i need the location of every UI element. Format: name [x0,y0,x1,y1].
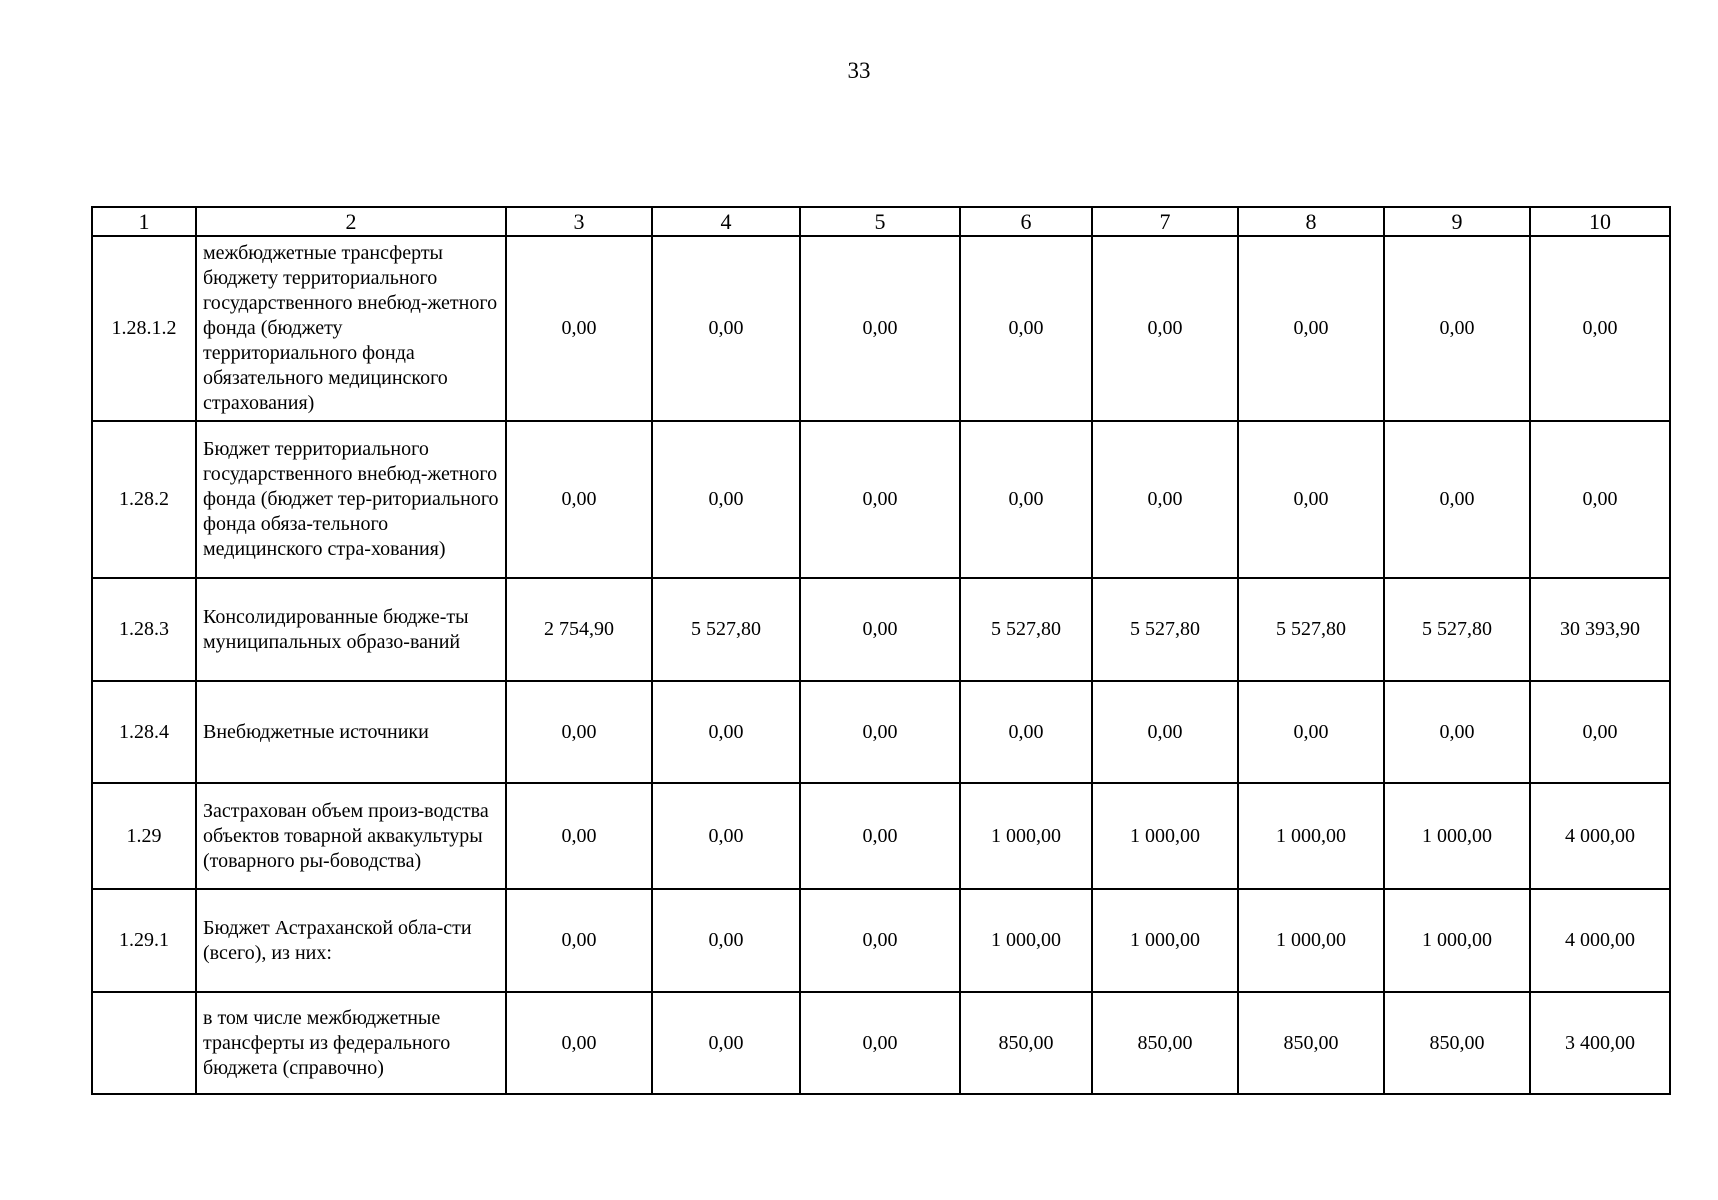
column-header: 1 [92,207,196,236]
table-row [92,421,1670,578]
cell-value: 0,00 [652,889,800,992]
row-code: 1.28.3 [92,578,196,681]
row-code: 1.28.2 [92,421,196,578]
cell-value: 850,00 [1384,992,1530,1094]
cell-value: 0,00 [1384,236,1530,421]
cell-value: 0,00 [1092,681,1238,783]
cell-value: 0,00 [960,236,1092,421]
cell-value: 0,00 [1530,236,1670,421]
cell-value: 30 393,90 [1530,578,1670,681]
table-row [92,578,1670,681]
cell-value: 5 527,80 [1238,578,1384,681]
cell-value: 0,00 [960,421,1092,578]
cell-value: 3 400,00 [1530,992,1670,1094]
cell-value: 1 000,00 [1238,783,1384,889]
cell-value: 0,00 [800,681,960,783]
cell-value: 0,00 [652,236,800,421]
cell-value: 0,00 [800,889,960,992]
cell-value: 5 527,80 [652,578,800,681]
row-code [92,992,196,1094]
cell-value: 0,00 [1530,681,1670,783]
column-header: 3 [506,207,652,236]
row-description: Бюджет территориального государственного внебюд-жетного фонда (бюджет тер-риториального фонда обяза-тельного медицинского стра-хования) [196,421,506,578]
cell-value: 0,00 [1092,236,1238,421]
cell-value: 0,00 [1384,421,1530,578]
cell-value: 0,00 [800,236,960,421]
cell-value: 0,00 [1238,236,1384,421]
row-description: межбюджетные трансферты бюджету территориального государственного внебюд-жетного фонда (бюджету территориального фонда обязательного медицинского страхования) [196,236,506,421]
cell-value: 5 527,80 [1092,578,1238,681]
cell-value: 0,00 [652,783,800,889]
cell-value: 2 754,90 [506,578,652,681]
cell-value: 0,00 [800,783,960,889]
cell-value: 0,00 [506,236,652,421]
column-header: 9 [1384,207,1530,236]
cell-value: 0,00 [506,681,652,783]
budget-table [91,206,1671,1095]
cell-value: 1 000,00 [1384,783,1530,889]
cell-value: 0,00 [652,421,800,578]
row-description: Бюджет Астраханской обла-сти (всего), из них: [196,889,506,992]
page-number: 33 [847,58,871,83]
column-header: 4 [652,207,800,236]
cell-value: 0,00 [652,681,800,783]
row-code: 1.28.1.2 [92,236,196,421]
cell-value: 4 000,00 [1530,783,1670,889]
cell-value: 1 000,00 [1238,889,1384,992]
row-code: 1.29 [92,783,196,889]
cell-value: 850,00 [1092,992,1238,1094]
table-header-row [92,207,1670,236]
cell-value: 850,00 [960,992,1092,1094]
cell-value: 0,00 [800,992,960,1094]
row-description: Застрахован объем произ-водства объектов товарной аквакультуры (товарного ры-боводства) [196,783,506,889]
cell-value: 1 000,00 [960,783,1092,889]
cell-value: 0,00 [1092,421,1238,578]
cell-value: 0,00 [1238,681,1384,783]
table-row [92,889,1670,992]
cell-value: 0,00 [1384,681,1530,783]
row-description: Внебюджетные источники [196,681,506,783]
row-description: Консолидированные бюдже-ты муниципальных образо-ваний [196,578,506,681]
cell-value: 0,00 [506,992,652,1094]
column-header: 7 [1092,207,1238,236]
column-header: 10 [1530,207,1670,236]
cell-value: 850,00 [1238,992,1384,1094]
cell-value: 1 000,00 [1092,889,1238,992]
cell-value: 0,00 [800,421,960,578]
table-row [92,236,1670,421]
cell-value: 0,00 [1238,421,1384,578]
cell-value: 0,00 [652,992,800,1094]
column-header: 2 [196,207,506,236]
table-row [92,783,1670,889]
cell-value: 0,00 [800,578,960,681]
cell-value: 5 527,80 [1384,578,1530,681]
column-header: 5 [800,207,960,236]
table-row [92,681,1670,783]
cell-value: 4 000,00 [1530,889,1670,992]
cell-value: 1 000,00 [1092,783,1238,889]
row-code: 1.29.1 [92,889,196,992]
cell-value: 1 000,00 [1384,889,1530,992]
cell-value: 0,00 [506,889,652,992]
column-header: 8 [1238,207,1384,236]
cell-value: 1 000,00 [960,889,1092,992]
cell-value: 5 527,80 [960,578,1092,681]
table-row [92,992,1670,1094]
cell-value: 0,00 [1530,421,1670,578]
cell-value: 0,00 [506,783,652,889]
row-code: 1.28.4 [92,681,196,783]
column-header: 6 [960,207,1092,236]
row-description: в том числе межбюджетные трансферты из федерального бюджета (справочно) [196,992,506,1094]
cell-value: 0,00 [960,681,1092,783]
cell-value: 0,00 [506,421,652,578]
